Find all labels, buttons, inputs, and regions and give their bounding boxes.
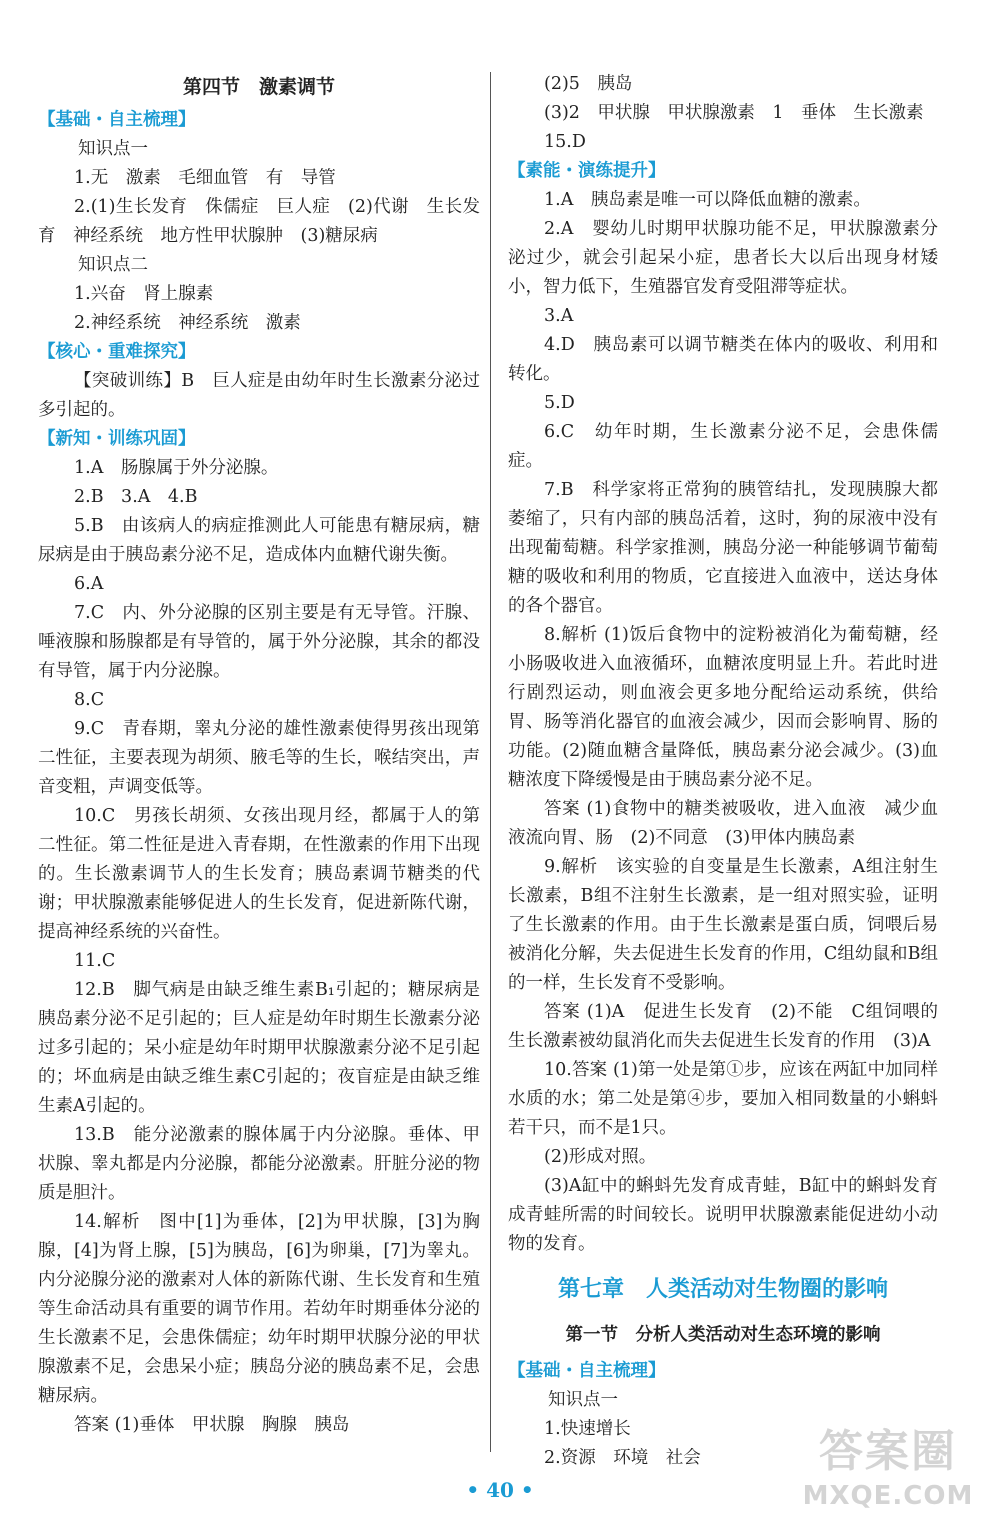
kp2-item-2: 2.神经系统 神经系统 激素: [74, 313, 301, 333]
skill-answer-10-part-2: (2)形成对照。: [544, 1147, 657, 1167]
answer-12: 12.B 脚气病是由缺乏维生素B₁引起的；糖尿病是胰岛素分泌不足引起的；巨人症是幼年时期生长激素分泌过多引起的；呆小症是幼年时期甲状腺激素分泌不足引起的；坏血病是由缺乏维生素C引起的；夜盲症是由缺乏维生素A引起的。: [38, 980, 480, 1116]
header-basic: 【基础・自主梳理】: [38, 110, 196, 130]
skill-answer-4: 4.D 胰岛素可以调节糖类在体内的吸收、利用和转化。: [508, 335, 938, 384]
skill-answer-10: 10.答案 (1)第一处是第①步，应该在两缸中加同样水质的水；第二处是第④步，要加入相同数量的小蝌蚪若干只，而不是1只。: [508, 1060, 938, 1138]
kp1b-item-2: 2.资源 环境 社会: [544, 1448, 701, 1468]
kp1-item-1: 1.无 激素 毛细血管 有 导管: [74, 168, 336, 188]
skill-answer-7: 7.B 科学家将正常狗的胰管结扎，发现胰腺大都萎缩了，只有内部的胰岛活着，这时，狗的尿液中没有出现葡萄糖。科学家推测，胰岛分泌一种能够调节葡萄糖的吸收和利用的物质，它直接进入血液中，送达身体的各个器官。: [508, 480, 938, 616]
section-title-2: 第一节 分析人类活动对生态环境的影响: [565, 1325, 881, 1345]
watermark-logo: 答案圈: [819, 1426, 957, 1477]
skill-answer-5: 5.D: [544, 393, 575, 413]
skill-answer-8: 8.解析 (1)饭后食物中的淀粉被消化为葡萄糖，经小肠吸收进入血液循环，血糖浓度明显上升。若此时进行剧烈运动，则血液会更多地分配给运动系统，供给胃、肠等消化器官的血液会减少，因而会影响胃、肠的功能。(2)随血糖含量降低，胰岛素分泌会减少。(3)血糖浓度下降缓慢是由于胰岛素分泌不足。: [508, 625, 938, 790]
answer-14-key: 答案 (1)垂体 甲状腺 胸腺 胰岛: [74, 1415, 350, 1435]
header-basic-2: 【基础・自主梳理】: [508, 1361, 666, 1381]
answer-13: 13.B 能分泌激素的腺体属于内分泌腺。垂体、甲状腺、睾丸都是内分泌腺，都能分泌激素。肝脏分泌的物质是胆汁。: [38, 1125, 480, 1203]
header-new-knowledge: 【新知・训练巩固】: [38, 429, 196, 449]
kp1-item-2: 2.(1)生长发育 侏儒症 巨人症 (2)代谢 生长发育 神经系统 地方性甲状腺肿 (3)糖尿病: [38, 197, 480, 246]
answer-14-part-3: (3)2 甲状腺 甲状腺激素 1 垂体 生长激素: [544, 103, 924, 123]
left-column: [38, 70, 480, 1440]
answer-5: 5.B 由该病人的病症推测此人可能患有糖尿病，糖尿病是由于胰岛素分泌不足，造成体内血糖代谢失衡。: [38, 516, 480, 565]
breakthrough-training: 【突破训练】B 巨人症是由幼年时生长激素分泌过多引起的。: [38, 371, 480, 420]
answer-8: 8.C: [74, 690, 105, 710]
answer-11: 11.C: [74, 951, 116, 971]
knowledge-point-1: 知识点一: [78, 139, 148, 159]
skill-answer-9: 9.解析 该实验的自变量是生长激素，A组注射生长激素，B组不注射生长激素，是一组对照实验，证明了生长激素的作用。由于生长激素是蛋白质，饲喂后易被消化分解，失去促进生长发育的作用，C组幼鼠和B组的一样，生长发育不受影响。: [508, 857, 938, 993]
answer-14: 14.解析 图中[1]为垂体，[2]为甲状腺，[3]为胸腺，[4]为肾上腺，[5]为胰岛，[6]为卵巢，[7]为睾丸。内分泌腺分泌的激素对人体的新陈代谢、生长发育和生殖等生命活动具有重要的调节作用。若幼年时期垂体分泌的生长激素不足，会患侏儒症；幼年时期甲状腺分泌的甲状腺激素不足，会患呆小症；胰岛分泌的胰岛素不足，会患糖尿病。: [38, 1212, 480, 1406]
skill-answer-8-key: 答案 (1)食物中的糖类被吸收，进入血液 减少血液流向胃、肠 (2)不同意 (3)甲体内胰岛素: [508, 799, 938, 848]
right-column: [508, 70, 938, 1473]
kp2-item-1: 1.兴奋 肾上腺素: [74, 284, 214, 304]
watermark-url: MXQE.COM: [802, 1481, 974, 1511]
header-core: 【核心・重难探究】: [38, 342, 196, 362]
page-number: • 40 •: [466, 1478, 534, 1502]
kp1b-item-1: 1.快速增长: [544, 1419, 631, 1439]
section-title: 第四节 激素调节: [182, 76, 335, 98]
skill-answer-6: 6.C 幼年时期，生长激素分泌不足，会患侏儒症。: [508, 422, 938, 471]
column-divider: [490, 72, 491, 1452]
answer-2-4: 2.B 3.A 4.B: [74, 487, 198, 507]
knowledge-point-1b: 知识点一: [548, 1390, 618, 1410]
skill-answer-3: 3.A: [544, 306, 574, 326]
answer-9: 9.C 青春期，睾丸分泌的雄性激素使得男孩出现第二性征，主要表现为胡须、腋毛等的生长，喉结突出，声音变粗，声调变低等。: [38, 719, 480, 797]
answer-6: 6.A: [74, 574, 104, 594]
answer-10: 10.C 男孩长胡须、女孩出现月经，都属于人的第二性征。第二性征是进入青春期，在性激素的作用下出现的。生长激素调节人的生长发育；胰岛素调节糖类的代谢；甲状腺激素能够促进人的生长发育，促进新陈代谢，提高神经系统的兴奋性。: [38, 806, 480, 942]
knowledge-point-2: 知识点二: [78, 255, 148, 275]
skill-answer-9-key: 答案 (1)A 促进生长发育 (2)不能 C组饲喂的生长激素被幼鼠消化而失去促进生长发育的作用 (3)A: [508, 1002, 938, 1051]
skill-answer-10-part-3: (3)A缸中的蝌蚪先发育成青蛙，B缸中的蝌蚪发育成青蛙所需的时间较长。说明甲状腺激素能促进幼小动物的发育。: [508, 1176, 938, 1254]
chapter-title: 第七章 人类活动对生物圈的影响: [557, 1277, 888, 1302]
answer-1: 1.A 肠腺属于外分泌腺。: [74, 458, 279, 478]
watermark: [788, 1424, 988, 1520]
header-skill: 【素能・演练提升】: [508, 161, 666, 181]
skill-answer-1: 1.A 胰岛素是唯一可以降低血糖的激素。: [544, 190, 871, 210]
answer-15: 15.D: [544, 132, 586, 152]
answer-14-part-2: (2)5 胰岛: [544, 74, 633, 94]
answer-7: 7.C 内、外分泌腺的区别主要是有无导管。汗腺、唾液腺和肠腺都是有导管的，属于外分泌腺，其余的都没有导管，属于内分泌腺。: [38, 603, 480, 681]
skill-answer-2: 2.A 婴幼儿时期甲状腺功能不足，甲状腺激素分泌过少，就会引起呆小症，患者长大以后出现身材矮小，智力低下，生殖器官发育受阻滞等症状。: [508, 219, 938, 297]
